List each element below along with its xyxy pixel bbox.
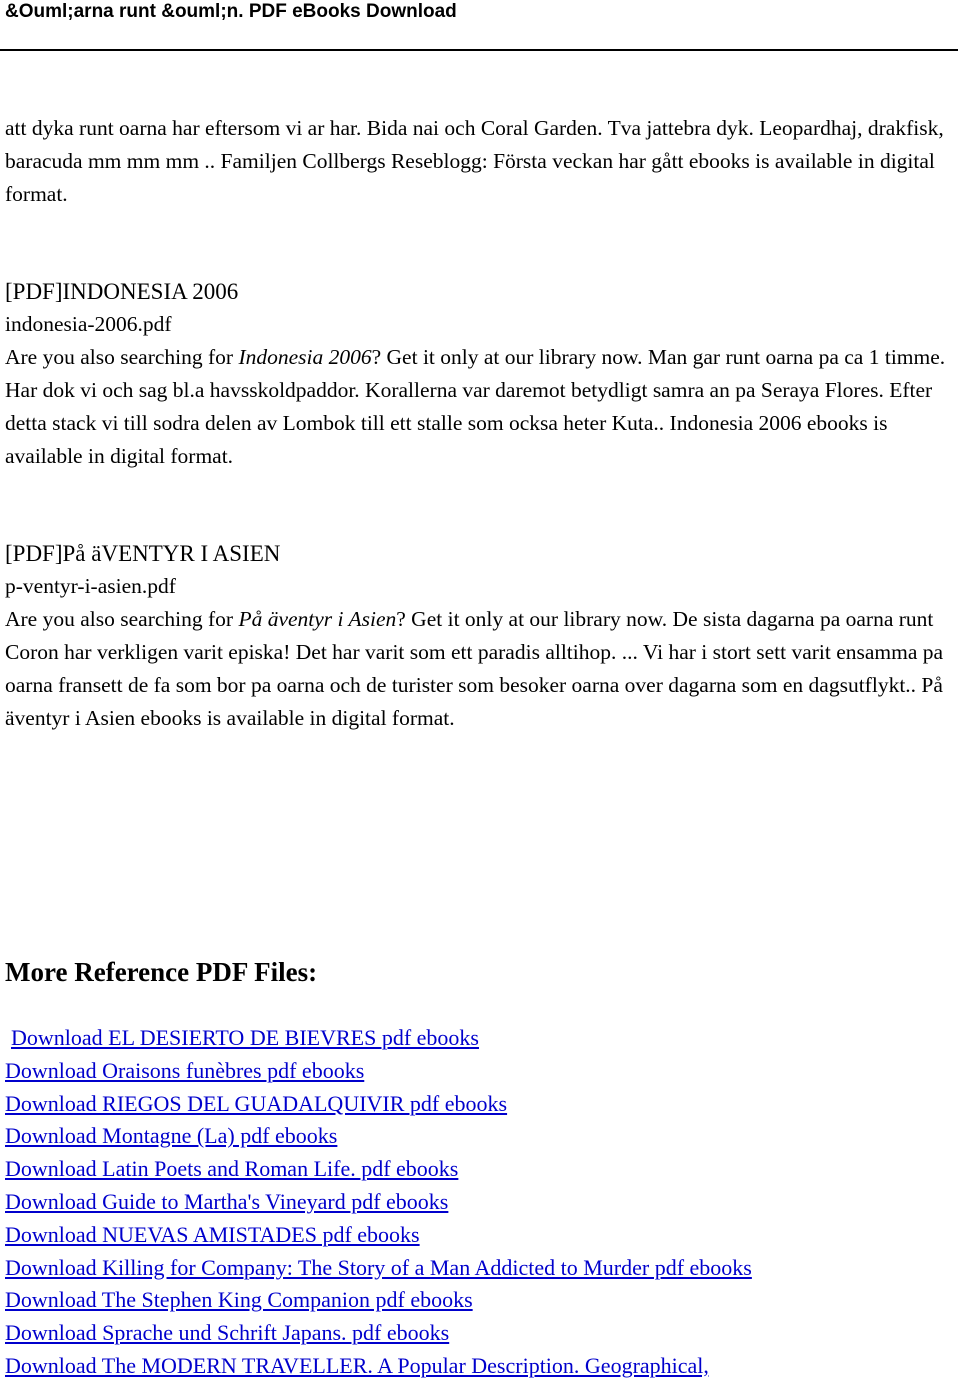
header-divider <box>0 49 958 51</box>
pdf-entry-filename: p-ventyr-i-asien.pdf <box>5 574 176 598</box>
pdf-entry-description <box>5 341 953 473</box>
intro-paragraph: att dyka runt oarna har eftersom vi ar har. Bida nai och Coral Garden. Tva jattebra dyk. Leopardhaj, drakfisk, baracuda mm mm mm .. Familjen Collbergs Reseblogg: Första veckan har gått ebooks is available in digital format. <box>5 116 944 206</box>
pdf-entry-title: [PDF]INDONESIA 2006 <box>5 279 239 304</box>
pdf-entry-description <box>5 603 953 735</box>
book-title: På äventyr i Asien <box>238 607 397 631</box>
book-title: Indonesia 2006 <box>238 345 372 369</box>
reference-link[interactable]: Download RIEGOS DEL GUADALQUIVIR pdf ebooks <box>5 1090 508 1116</box>
pdf-entry-filename: indonesia-2006.pdf <box>5 312 172 336</box>
description-lead: Are you also searching for <box>5 607 239 631</box>
reference-link[interactable]: Download Montagne (La) pdf ebooks <box>5 1123 338 1149</box>
reference-link[interactable]: Download EL DESIERTO DE BIEVRES pdf ebooks <box>11 1025 479 1050</box>
intro-block <box>5 112 953 211</box>
main-content <box>5 112 953 735</box>
description-body: ? Get it only at our library now. Man gar runt oarna pa ca 1 timme. Har dok vi och sag bl.a havsskoldpaddor. Korallerna var daremot betydligt samra an pa Seraya Flores. Efter detta stack vi till sodra delen av Lombok till ett stalle som ocksa heter Kuta.. Indonesia 2006 ebooks is available in digital format. <box>5 345 946 468</box>
reference-link[interactable]: Download Sprache und Schrift Japans. pdf ebooks <box>5 1320 450 1346</box>
reference-link[interactable]: Download The MODERN TRAVELLER. A Popular Description. Geographical, <box>5 1352 709 1378</box>
reference-link[interactable]: Download The Stephen King Companion pdf ebooks <box>5 1287 473 1313</box>
reference-link[interactable]: Download NUEVAS AMISTADES pdf ebooks <box>5 1221 420 1247</box>
reference-link[interactable]: Download Guide to Martha's Vineyard pdf ebooks <box>5 1188 449 1214</box>
pdf-entry <box>5 537 953 735</box>
pdf-entry <box>5 275 953 473</box>
description-body: ? Get it only at our library now. De sista dagarna pa oarna runt Coron har verkligen varit episka! Det har varit som ett paradis alltihop. ... Vi har i stort sett varit ensamma pa oarna fransett de fa som bor pa oarna och de turister som besoker oarna over dagarna som en dagsutflykt.. På äventyr i Asien ebooks is available in digital format. <box>5 607 944 730</box>
more-reference-heading: More Reference PDF Files: <box>5 957 318 987</box>
pdf-entry-title: [PDF]På äVENTYR I ASIEN <box>5 541 281 566</box>
reference-link[interactable]: Download Killing for Company: The Story of a Man Addicted to Murder pdf ebooks <box>5 1254 752 1280</box>
reference-link[interactable]: Download Latin Poets and Roman Life. pdf ebooks <box>5 1156 459 1182</box>
reference-link[interactable]: Download Oraisons funèbres pdf ebooks <box>5 1057 365 1083</box>
page-header-title: &Ouml;arna runt &ouml;n. PDF eBooks Download <box>5 1 457 22</box>
description-lead: Are you also searching for <box>5 345 239 369</box>
reference-link-list <box>5 1022 955 1383</box>
